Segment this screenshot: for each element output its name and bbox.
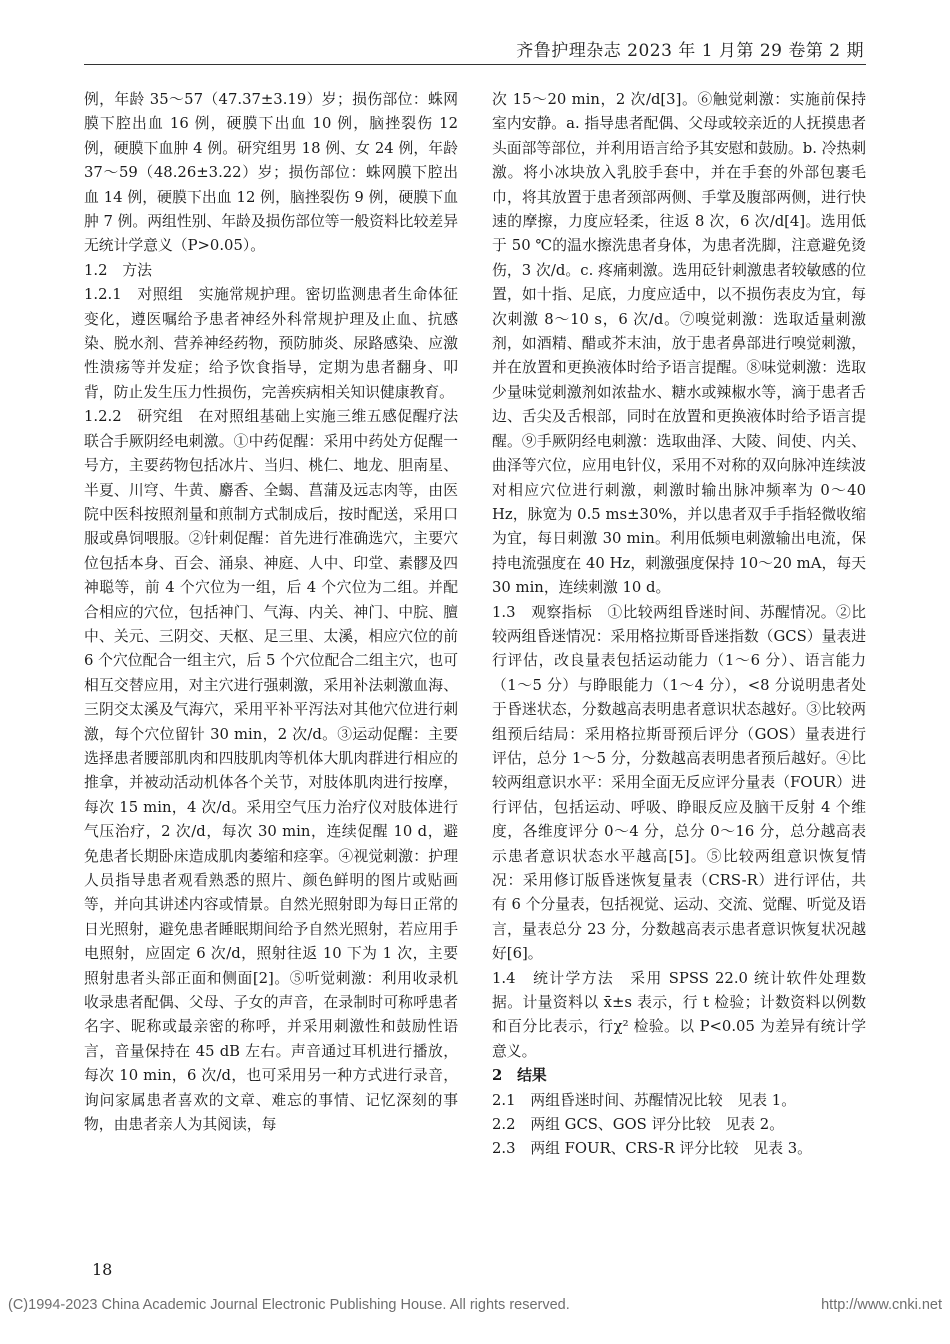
paragraph: 次 15～20 min，2 次/d[3]。⑥触觉刺激：实施前保持室内安静。a. 指导患者配偶、父母或较亲近的人抚摸患者头面部等部位，并利用语言给予其安慰和鼓励。b. 冷热刺激。将小冰块放入乳胶手套中，并在手套的外部包裹毛巾，将其放置于患者颈部两侧、手掌及腹部两侧，进行快速的摩擦，力度应轻柔，往返 8 次，6 次/d[4]。选用低于 50 ℃的温水擦洗患者身体，为患者洗脚，注意避免烫伤，3 次/d。c. 疼痛刺激。选用砭针刺激患者较敏感的位置，如十指、足底，力度应适中，以不损伤表皮为宜，每次刺激 8～10 s，6 次/d。⑦嗅觉刺激：选取适量刺激剂，如酒精、醋或芥末油，放于患者鼻部进行嗅觉刺激，并在放置和更换液体时给予语言提醒。⑧味觉刺激：选取少量味觉刺激剂如浓盐水、糖水或辣椒水等，滴于患者舌边、舌尖及舌根部，同时在放置和更换液体时给予语言提醒。⑨手厥阴经电刺激：选取曲泽、大陵、间使、内关、曲泽等穴位，应用电针仪，采用不对称的双向脉冲连续波对相应穴位进行刺激，刺激时输出脉冲频率为 0～40 Hz，脉宽为 0.5 ms±30%，并以患者双手手指轻微收缩为宜，每日刺激 30 min。利用低频电刺激输出电流，保持电流强度在 40 Hz，刺激强度保持 10～20 mA，每天 30 min，连续刺激 10 d。 xyxy=(492,91,867,597)
journal-header: 齐鲁护理杂志 2023 年 1 月第 29 卷第 2 期 xyxy=(516,41,864,61)
paragraph: 例，年龄 35～57（47.37±3.19）岁；损伤部位：蛛网膜下腔出血 16 例，硬膜下出血 10 例，脑挫裂伤 12 例，硬膜下血肿 4 例。研究组男 18 例、女 24 例，年龄 37～59（48.26±3.22）岁；损伤部位：蛛网膜下腔出血 14 例，硬膜下出血 12 例，脑挫裂伤 9 例，硬膜下血肿 7 例。两组性别、年龄及损伤部位等一般资料比较差异无统计学意义（P>0.05）。 xyxy=(84,91,458,255)
header-rule xyxy=(84,64,866,65)
paragraph: 1.2.2 研究组 在对照组基础上实施三维五感促醒疗法联合手厥阴经电刺激。①中药促醒：采用中药处方促醒一号方，主要药物包括冰片、当归、桃仁、地龙、胆南星、半夏、川穹、牛黄、麝香、全蝎、菖蒲及远志肉等，由医院中医科按照剂量和煎制方式制成后，按时配送，采用口服或鼻饲喂服。②针刺促醒：首先进行准确选穴，主要穴位包括本身、百会、涌泉、神庭、人中、印堂、素髎及四神聪等，前 4 个穴位为一组，后 4 个穴位为二组。并配合相应的穴位，包括神门、气海、内关、神门、中脘、膻中、关元、三阴交、天枢、足三里、太溪，相应穴位的前 6 个穴位配合一组主穴，后 5 个穴位配合二组主穴，也可相互交替应用，对主穴进行强刺激，采用补法刺激血海、三阴交太溪及气海穴，采用平补平泻法对其他穴位进行刺激，每个穴位留针 30 min，2 次/d。③运动促醒：主要选择患者腰部肌肉和四肢肌肉等机体大肌肉群进行相应的推拿，并被动活动机体各个关节，对肢体肌肉进行按摩，每次 15 min，4 次/d。采用空气压力治疗仪对肢体进行气压治疗，2 次/d，每次 30 min，连续促醒 10 d，避免患者长期卧床造成肌肉萎缩和痉挛。④视觉刺激：护理人员指导患者观看熟悉的照片、颜色鲜明的图片或贴画等，并向其讲述内容或情景。自然光照射即为每日正常的日光照射，避免患者睡眠期间给予自然光照射，若应用手电照射，应固定 6 次/d，照射往返 10 下为 1 次，主要照射患者头部正面和侧面[2]。⑤听觉刺激：利用收录机收录患者配偶、父母、子女的声音，在录制时可称呼患者名字、昵称或最亲密的称呼，并采用刺激性和鼓励性语言，音量保持在 45 dB 左右。声音通过耳机进行播放，每次 10 min，6 次/d，也可采用另一种方式进行录音，询问家属患者喜欢的文章、难忘的事情、记忆深刻的事物，由患者亲人为其阅读，每 xyxy=(84,408,458,1134)
site-link[interactable]: http://www.cnki.net xyxy=(821,1297,942,1313)
paragraph: 2.2 两组 GCS、GOS 评分比较 见表 2。 xyxy=(492,1116,784,1134)
section-heading: 2 结果 xyxy=(492,1067,547,1085)
left-column xyxy=(84,88,458,1137)
copyright-text: (C)1994-2023 China Academic Journal Electronic Publishing House. All rights reserved. xyxy=(8,1297,570,1313)
section-heading: 1.2 方法 xyxy=(84,261,152,279)
right-column xyxy=(492,88,866,1162)
paragraph: 1.4 统计学方法 采用 SPSS 22.0 统计软件处理数据。计量资料以 x̄±s 表示，行 t 检验；计数资料以例数和百分比表示，行χ² 检验。以 P<0.05 为差异有统计学意义。 xyxy=(492,969,866,1060)
copyright-footer xyxy=(8,1297,942,1313)
paragraph: 2.3 两组 FOUR、CRS-R 评分比较 见表 3。 xyxy=(492,1140,812,1158)
paragraph: 1.2.1 对照组 实施常规护理。密切监测患者生命体征变化，遵医嘱给予患者神经外科常规护理及止血、抗感染、脱水剂、营养神经药物，预防肺炎、尿路感染、应激性溃疡等并发症；给予饮食指导，定期为患者翻身、叩背，防止发生压力性损伤，完善疾病相关知识健康教育。 xyxy=(84,286,458,401)
paragraph: 2.1 两组昏迷时间、苏醒情况比较 见表 1。 xyxy=(492,1091,796,1109)
paragraph: 1.3 观察指标 ①比较两组昏迷时间、苏醒情况。②比较两组昏迷情况：采用格拉斯哥昏迷指数（GCS）量表进行评估，改良量表包括运动能力（1～6 分）、语言能力（1～5 分）与睁眼能力（1～4 分），<8 分说明患者处于昏迷状态，分数越高表明患者意识状态越好。③比较两组预后结局：采用格拉斯哥预后评分（GOS）量表进行评估，总分 1～5 分，分数越高表明患者预后越好。④比较两组意识水平：采用全面无反应评分量表（FOUR）进行评估，包括运动、呼吸、睁眼反应及脑干反射 4 个维度，各维度评分 0～4 分，总分 0～16 分，总分越高表示患者意识状态水平越高[5]。⑤比较两组意识恢复情况：采用修订版昏迷恢复量表（CRS-R）进行评估，共有 6 个分量表，包括视觉、运动、交流、觉醒、听觉及语言，量表总分 23 分，分数越高表示患者意识恢复状况越好[6]。 xyxy=(492,603,866,963)
page-number: 18 xyxy=(92,1260,113,1279)
